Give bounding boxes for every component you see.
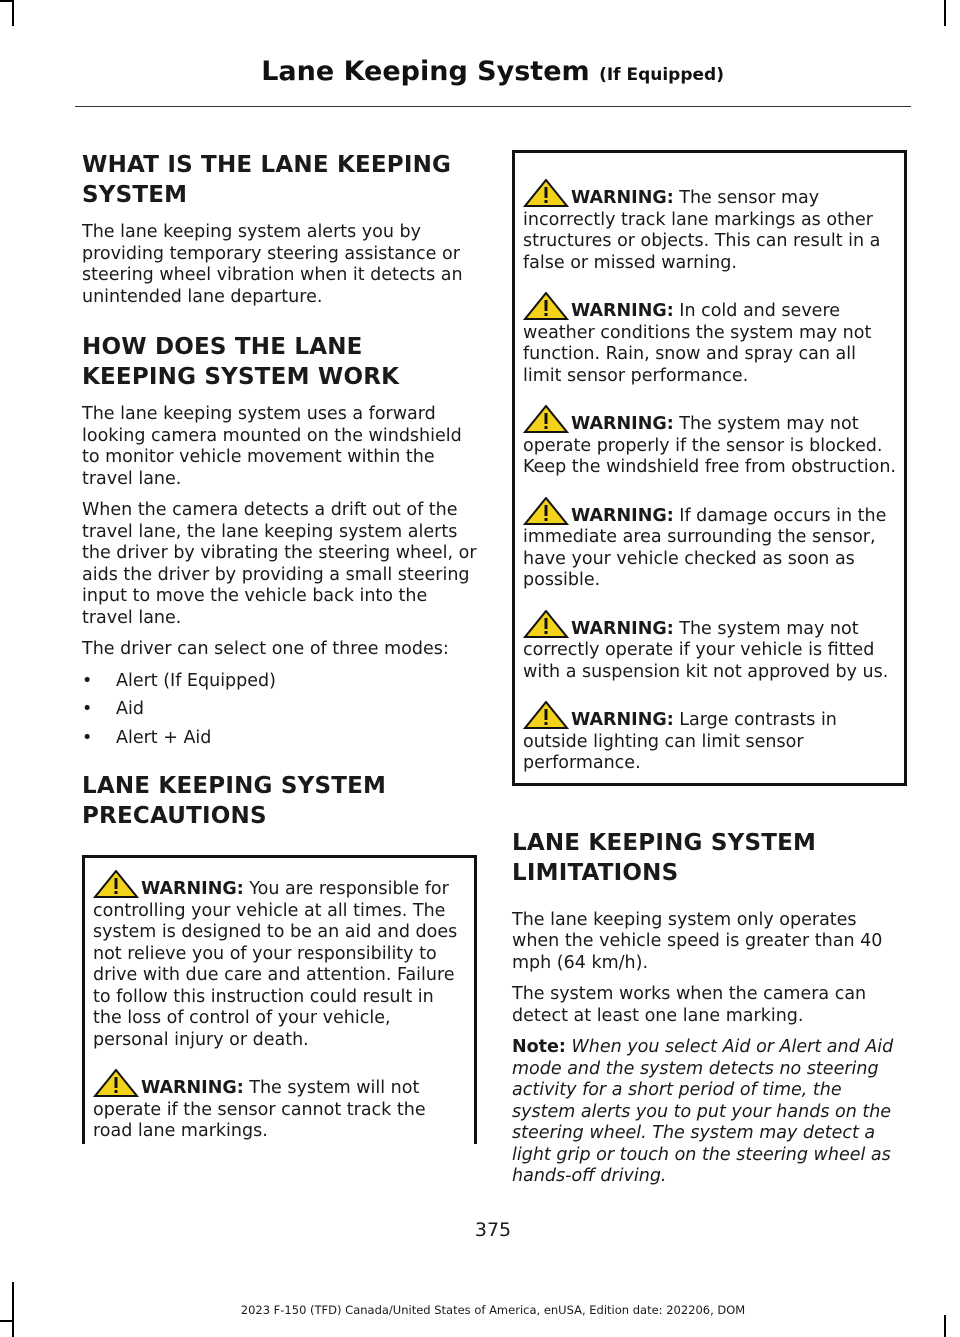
crop-mark	[944, 1315, 946, 1337]
list-item: • Alert + Aid	[82, 727, 212, 748]
warning-triangle-icon	[523, 701, 569, 729]
warning-triangle-icon	[523, 497, 569, 525]
warning: WARNING: You are responsible for controlling your vehicle at all times. The system is designed to be an aid and does not relieve you of your responsibility to drive with due care and attention. Failure to follow this instruction could result in the loss of control of your vehicle, personal injury or death.	[93, 870, 466, 1051]
warning-triangle-icon	[93, 870, 139, 898]
section-heading-what-is: WHAT IS THE LANE KEEPING SYSTEM	[82, 152, 452, 208]
warning: WARNING: The sensor may incorrectly track lane markings as other structures or objects. This can result in a false or missed warning.	[523, 179, 896, 274]
warning-triangle-icon	[523, 405, 569, 433]
right-column	[512, 150, 907, 1198]
warning: WARNING: The system will not operate if the sensor cannot track the road lane markings.	[93, 1069, 466, 1143]
warning-triangle-icon	[523, 610, 569, 638]
page-header	[261, 56, 724, 87]
warning-triangle-icon	[523, 179, 569, 207]
bullet: •	[82, 699, 93, 719]
paragraph: The system works when the camera can detect at least one lane marking.	[512, 984, 867, 1026]
header-divider	[75, 106, 911, 107]
bullet: •	[82, 727, 93, 748]
note: Note: When you select Aid or Alert and Aid mode and the system detects no steering activity for a short period of time, the system alerts you to put your hands on the steering wheel. The system may detect a light grip or touch on the steering wheel as hands-off driving.	[512, 1037, 894, 1186]
warning-box	[512, 150, 907, 786]
paragraph: The lane keeping system only operates when the vehicle speed is greater than 40 mph (64 km/h).	[512, 909, 883, 973]
warning: WARNING: The system may not correctly operate if your vehicle is fitted with a suspension kit not approved by us.	[523, 610, 896, 684]
modes-list	[82, 671, 477, 750]
left-column	[82, 150, 477, 1144]
crop-mark	[0, 1320, 12, 1322]
header-title: Lane Keeping System	[261, 56, 590, 87]
list-item: • Aid	[82, 699, 144, 719]
warning-box	[82, 855, 477, 1144]
warning: WARNING: Large contrasts in outside lighting can limit sensor performance.	[523, 701, 896, 775]
warning: WARNING: If damage occurs in the immediate area surrounding the sensor, have your vehicle checked as soon as possible.	[523, 497, 896, 592]
section-heading-precautions: LANE KEEPING SYSTEM PRECAUTIONS	[82, 773, 387, 829]
section-heading-limitations: LANE KEEPING SYSTEM LIMITATIONS	[512, 829, 817, 886]
warning: WARNING: In cold and severe weather conditions the system may not function. Rain, snow and spray can all limit sensor performance.	[523, 292, 896, 387]
crop-mark	[0, 0, 12, 2]
paragraph: The driver can select one of three modes:	[82, 639, 449, 659]
crop-mark	[944, 0, 946, 26]
warning-triangle-icon	[93, 1069, 139, 1097]
list-item: • Alert (If Equipped)	[82, 670, 276, 691]
paragraph: The lane keeping system uses a forward looking camera mounted on the windshield to monitor vehicle movement within the travel lane.	[82, 404, 462, 489]
bullet: •	[82, 670, 93, 691]
warning-triangle-icon	[523, 292, 569, 320]
footer: 2023 F-150 (TFD) Canada/United States of America, enUSA, Edition date: 202206, DOM	[240, 1303, 746, 1317]
paragraph: The lane keeping system alerts you by providing temporary steering assistance or steering wheel vibration when it detects an unintended lane departure.	[82, 222, 463, 307]
paragraph: When the camera detects a drift out of the travel lane, the lane keeping system alerts the driver by vibrating the steering wheel, or aids the driver by providing a small steering input to move the vehicle back into the travel lane.	[82, 500, 477, 628]
header-subtitle: (If Equipped)	[599, 65, 724, 85]
crop-mark	[12, 0, 14, 26]
warning: WARNING: The system may not operate properly if the sensor is blocked. Keep the windshield free from obstruction.	[523, 405, 896, 479]
section-heading-how-it-works: HOW DOES THE LANE KEEPING SYSTEM WORK	[82, 334, 400, 390]
page-number: 375	[474, 1219, 512, 1241]
